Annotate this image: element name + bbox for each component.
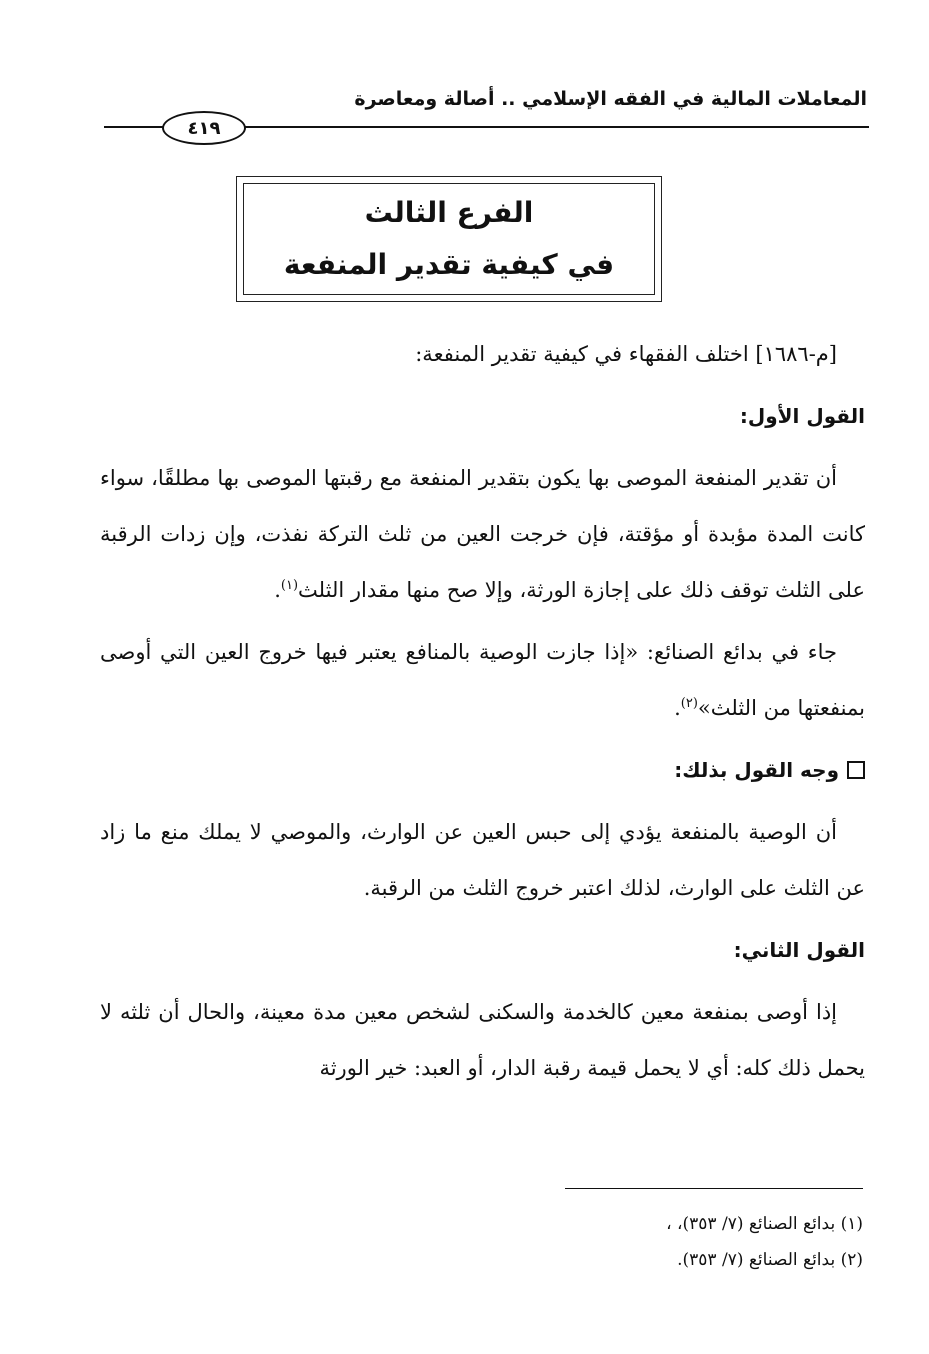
running-header-title: المعاملات المالية في الفقه الإسلامي .. أصالة ومعاصرة (354, 88, 867, 110)
intro-text: [م-١٦٨٦] اختلف الفقهاء في كيفية تقدير المنفعة: (415, 342, 837, 366)
section-title-frame (236, 176, 662, 302)
section-title-line-1: الفرع الثالث (364, 196, 534, 229)
footnote-ref-1[interactable]: (١) (280, 578, 299, 593)
first-opinion-text: أن تقدير المنفعة الموصى بها يكون بتقدير المنفعة مع رقبتها الموصى بها مطلقًا، سواء كانت المدة مؤبدة أو مؤقتة، فإن خرجت العين من ثلث التركة نفذت، وإن زدات الرقبة على الثلث توقف ذلك على إجازة الورثة، وإلا صح منها مقدار الثلث (100, 466, 865, 602)
reason-heading-text: وجه القول بذلك: (674, 758, 839, 782)
footnote-separator (565, 1188, 863, 1189)
page-number-badge (162, 111, 246, 145)
quote-paragraph: جاء في بدائع الصنائع: «إذا جازت الوصية بالمنافع يعتبر فيها خروج العين التي أوصى بمنفعتها من الثلث»$^{(٢)}$. (100, 640, 865, 720)
first-opinion-paragraph: أن تقدير المنفعة الموصى بها يكون بتقدير المنفعة مع رقبتها الموصى بها مطلقًا، سواء كانت المدة مؤبدة أو مؤقتة، فإن خرجت العين من ثلث التركة نفذت، وإن زدات الرقبة على الثلث توقف ذلك على إجازة الورثة، وإلا صح منها مقدار الثلث$^{(١)}$. (100, 466, 865, 602)
square-bullet-icon (847, 761, 865, 779)
reason-text: أن الوصية بالمنفعة يؤدي إلى حبس العين عن الوارث، والموصي لا يملك منع ما زاد عن الثلث على الوارث، لذلك اعتبر خروج الثلث من الرقبة. (100, 820, 865, 900)
section-title-inner-frame (243, 183, 655, 295)
section-title-line-2: في كيفية تقدير المنفعة (283, 248, 615, 281)
quote-text: جاء في بدائع الصنائع: «إذا جازت الوصية بالمنافع يعتبر فيها خروج العين التي أوصى بمنفعتها من الثلث» (100, 640, 865, 720)
footnote-2: (٢) بدائع الصنائع (٧/ ٣٥٣). (677, 1250, 863, 1270)
intro-paragraph (100, 326, 865, 382)
reason-heading (100, 742, 865, 798)
second-opinion-paragraph (100, 984, 865, 1096)
footnote-ref-2[interactable]: (٢) (680, 696, 698, 711)
second-opinion-text: إذا أوصى بمنفعة معين كالخدمة والسكنى لشخص معين مدة معينة، والحال أن ثلثه لا يحمل ذلك كله: أي لا يحمل قيمة رقبة الدار، أو العبد: خير الورثة (100, 1000, 865, 1080)
reason-paragraph (100, 804, 865, 916)
page-number: ٤١٩ (187, 117, 221, 139)
body-text (100, 326, 865, 1102)
footnotes (163, 1206, 863, 1278)
second-opinion-heading: القول الثاني: (733, 938, 865, 962)
first-opinion-heading: القول الأول: (739, 404, 865, 428)
footnote-1: (١) بدائع الصنائع (٧/ ٣٥٣)، ، (666, 1214, 863, 1234)
